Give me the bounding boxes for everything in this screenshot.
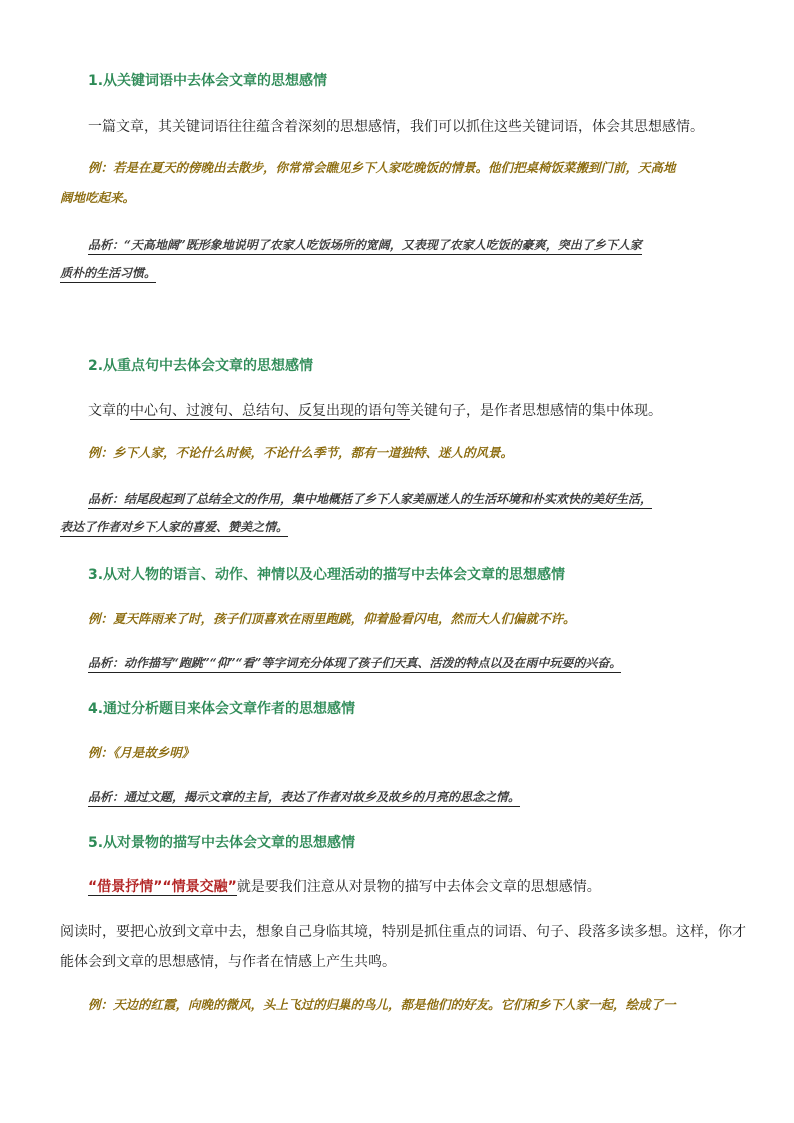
section-5-body-rest: 就是要我们注意从对景物的描写中去体会文章的思想感情。 [236,879,601,895]
section-5-example: 例：天边的红霞，向晚的微风，头上飞过的归巢的鸟儿，都是他们的好友。它们和乡下人家一起，绘成了一 [88,997,676,1012]
section-5-paragraph-line-1: 阅读时，要把心放到文章中去，想象自己身临其境，特别是抓住重点的词语、句子、段落多读多想。这样，你才 [60,924,746,940]
section-5-highlight: “借景抒情”“情景交融” [88,879,237,895]
section-2-analysis-line-2: 表达了作者对乡下人家的喜爱、赞美之情。 [60,518,288,537]
section-3-heading: 3.从对人物的语言、动作、神情以及心理活动的描写中去体会文章的思想感情 [88,567,566,583]
section-5-paragraph-line-2: 能体会到文章的思想感情，与作者在情感上产生共鸣。 [60,954,396,970]
section-2-heading: 2.从重点句中去体会文章的思想感情 [88,358,314,374]
section-2-body [88,400,662,420]
section-2-body-suffix: 关键句子，是作者思想感情的集中体现。 [410,403,662,419]
section-1-analysis-line-2: 质朴的生活习惯。 [60,264,156,283]
section-3-analysis: 品析：动作描写“跑跳”“仰”“看”等字词充分体现了孩子们天真、活泼的特点以及在雨中玩耍的兴奋。 [88,654,621,673]
section-1-example-line-2: 阔地吃起来。 [60,190,136,205]
section-2-example: 例：乡下人家，不论什么时候，不论什么季节，都有一道独特、迷人的风景。 [88,445,514,460]
section-3-example: 例：夏天阵雨来了时，孩子们顶喜欢在雨里跑跳，仰着脸看闪电，然而大人们偏就不许。 [88,611,576,626]
section-5-body [88,876,601,896]
section-1-heading: 1.从关键词语中去体会文章的思想感情 [88,73,328,89]
section-5-heading: 5.从对景物的描写中去体会文章的思想感情 [88,835,356,851]
section-1-analysis-line-1: 品析：“天高地阔”既形象地说明了农家人吃饭场所的宽阔，又表现了农家人吃饭的豪爽，突出了乡下人家 [88,236,642,255]
section-2-body-keywords: 中心句、过渡句、总结句、反复出现的语句等 [130,403,410,419]
section-1-example-line-1: 例：若是在夏天的傍晚出去散步，你常常会瞧见乡下人家吃晚饭的情景。他们把桌椅饭菜搬到门前，天高地 [88,160,676,175]
section-4-analysis: 品析：通过文题，揭示文章的主旨，表达了作者对故乡及故乡的月亮的思念之情。 [88,788,520,807]
section-4-heading: 4.通过分析题目来体会文章作者的思想感情 [88,701,356,717]
section-2-analysis-line-1: 品析：结尾段起到了总结全文的作用，集中地概括了乡下人家美丽迷人的生活环境和朴实欢快的美好生活， [88,490,652,509]
section-2-body-prefix: 文章的 [88,403,130,419]
section-4-example: 例：《月是故乡明》 [88,745,195,760]
section-1-body: 一篇文章，其关键词语往往蕴含着深刻的思想感情，我们可以抓住这些关键词语，体会其思想感情。 [88,119,704,135]
